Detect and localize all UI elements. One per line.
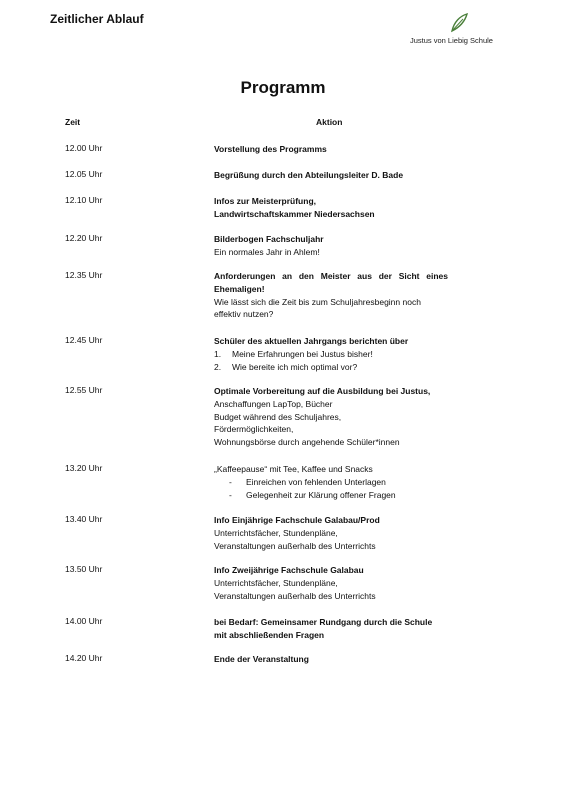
action-text: Unterrichtsfächer, Stundenpläne, [214, 527, 338, 538]
action-line [214, 489, 448, 502]
action-text: Begrüßung durch den Abteilungsleiter D. Bade [214, 170, 404, 180]
action-text: Ehemaligen! [214, 283, 265, 294]
action-line [214, 169, 448, 182]
action-line [214, 208, 448, 221]
action-line [214, 283, 448, 296]
schedule-time: 12.55 Uhr [65, 385, 103, 395]
action-line [214, 540, 448, 553]
schedule-action [214, 169, 448, 182]
schedule-time: 12.35 Uhr [65, 270, 103, 280]
action-line [214, 629, 448, 642]
action-line [214, 564, 448, 577]
action-line [214, 233, 448, 246]
schedule-time: 12.05 Uhr [65, 169, 103, 179]
list-marker: 2. [214, 361, 222, 372]
schedule-action [214, 195, 448, 221]
schedule-action [214, 270, 448, 321]
action-text: Wie lässt sich die Zeit bis zum Schuljahresbeginn noch [214, 296, 421, 307]
action-line [214, 577, 448, 590]
action-line [214, 423, 448, 436]
action-text: Info Einjährige Fachschule Galabau/Prod [214, 515, 380, 525]
schedule-action [214, 653, 448, 666]
schedule-time: 12.45 Uhr [65, 335, 103, 345]
action-line [214, 195, 448, 208]
action-text: bei Bedarf: Gemeinsamer Rundgang durch die Schule [214, 617, 433, 627]
schedule-action [214, 335, 448, 373]
action-text: Info Zweijährige Fachschule Galabau [214, 565, 364, 575]
action-line [214, 361, 448, 374]
action-line [214, 476, 448, 489]
schedule-time: 13.20 Uhr [65, 463, 103, 473]
action-line [214, 411, 448, 424]
action-text: Veranstaltungen außerhalb des Unterrichts [214, 540, 376, 551]
action-line [214, 590, 448, 603]
action-line [214, 335, 448, 348]
schedule-time: 14.20 Uhr [65, 653, 103, 663]
schedule-time: 12.10 Uhr [65, 195, 103, 205]
schedule-time: 12.20 Uhr [65, 233, 103, 243]
action-text: Fördermöglichkeiten, [214, 424, 294, 435]
schedule-action [214, 143, 448, 156]
page-title: Programm [240, 78, 326, 97]
action-text: Ende der Veranstaltung [214, 654, 309, 664]
action-text: Meine Erfahrungen bei Justus bisher! [232, 348, 373, 359]
schedule-action [214, 233, 448, 259]
action-text: Einreichen von fehlenden Unterlagen [246, 476, 386, 487]
action-text: Wie bereite ich mich optimal vor? [232, 361, 358, 372]
action-text: Budget während des Schuljahres, [214, 411, 342, 422]
action-line [214, 436, 448, 449]
action-text: Infos zur Meisterprüfung, [214, 196, 316, 206]
leaf-icon [448, 12, 470, 34]
action-line [214, 653, 448, 666]
action-line [214, 246, 448, 259]
schedule-action [214, 564, 448, 602]
action-line [214, 143, 448, 156]
list-marker: 1. [214, 348, 222, 359]
action-text: Ein normales Jahr in Ahlem! [214, 246, 320, 257]
action-text: „Kaffeepause“ mit Tee, Kaffee und Snacks [214, 464, 373, 474]
school-logo [410, 12, 510, 48]
action-text: Gelegenheit zur Klärung offener Fragen [246, 489, 396, 500]
action-text: Bilderbogen Fachschuljahr [214, 234, 324, 244]
action-text: Anschaffungen LapTop, Bücher [214, 398, 333, 409]
action-line [214, 348, 448, 361]
action-text: Schüler des aktuellen Jahrgangs berichten über [214, 336, 409, 346]
action-text: Landwirtschaftskammer Niedersachsen [214, 208, 375, 219]
schedule-action [214, 514, 448, 552]
action-line [214, 398, 448, 411]
action-line [214, 514, 448, 527]
action-line [214, 616, 448, 629]
action-line [214, 385, 448, 398]
action-line [214, 463, 448, 476]
schedule-time: 13.40 Uhr [65, 514, 103, 524]
action-text: mit abschließenden Fragen [214, 629, 325, 640]
action-text: Veranstaltungen außerhalb des Unterrichts [214, 590, 376, 601]
action-line [214, 308, 448, 321]
action-line [214, 296, 448, 309]
schedule-action [214, 463, 448, 501]
schedule-time: 14.00 Uhr [65, 616, 103, 626]
list-marker: - [229, 476, 232, 487]
action-text: Anforderungen an den Meister aus der Sicht eines [214, 271, 448, 281]
action-text: Wohnungsbörse durch angehende Schüler*innen [214, 437, 400, 448]
schedule-action [214, 616, 448, 642]
action-text: Vorstellung des Programms [214, 144, 327, 154]
schedule-time: 13.50 Uhr [65, 564, 103, 574]
column-header-time: Zeit [65, 117, 81, 127]
schedule-time: 12.00 Uhr [65, 143, 103, 153]
action-text: Unterrichtsfächer, Stundenpläne, [214, 577, 338, 588]
action-text: effektiv nutzen? [214, 309, 274, 320]
list-marker: - [229, 489, 232, 500]
action-text: Optimale Vorbereitung auf die Ausbildung bei Justus, [214, 386, 431, 396]
logo-text: Justus von Liebig Schule [410, 36, 493, 45]
column-header-action: Aktion [316, 117, 343, 127]
action-line [214, 527, 448, 540]
schedule-action [214, 385, 448, 449]
action-line [214, 270, 448, 283]
document-header-title: Zeitlicher Ablauf [50, 12, 144, 26]
